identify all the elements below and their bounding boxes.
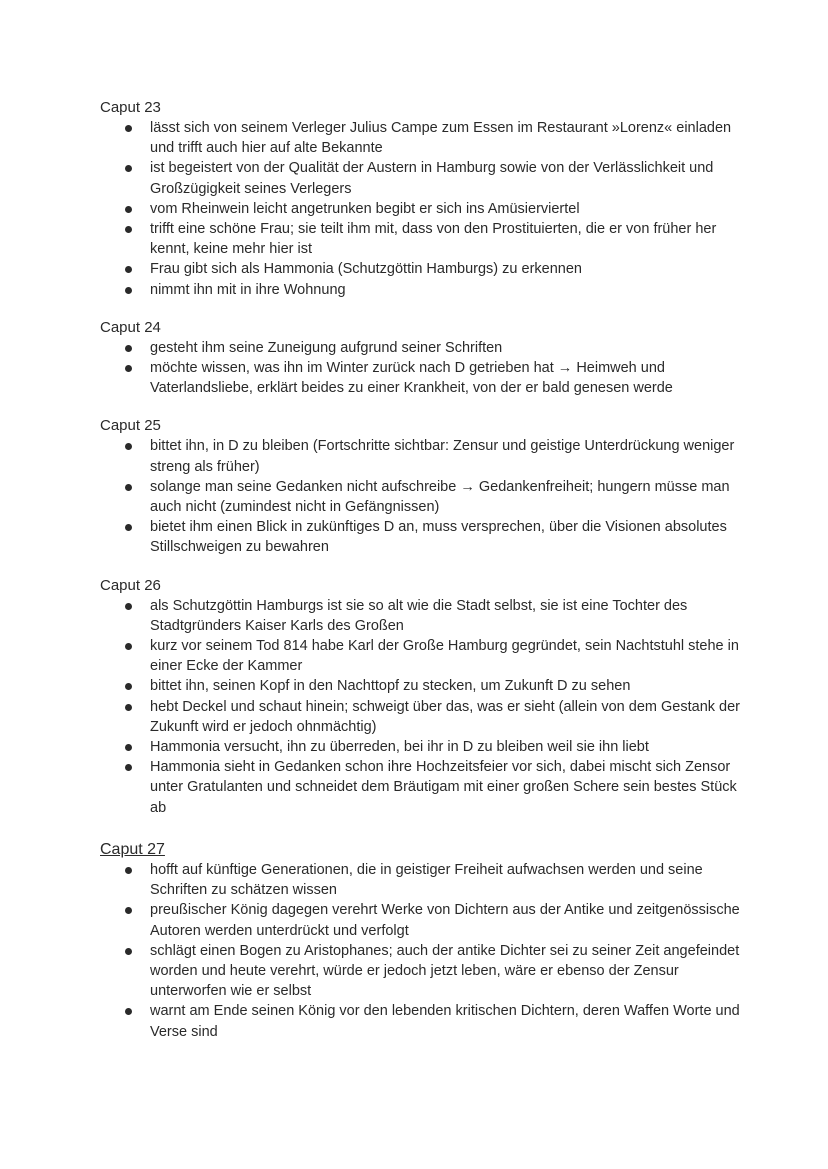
list-item [100, 900, 740, 940]
bullet-icon [125, 287, 132, 294]
bullet-icon [125, 165, 132, 172]
section-caput-25 [100, 416, 740, 557]
list-item-text: bietet ihm einen Blick in zukünftiges D an, muss versprechen, über die Visionen absolutes Stillschweigen zu bewahren [150, 519, 727, 556]
list-item-text: lässt sich von seinem Verleger Julius Campe zum Essen im Restaurant »Lorenz« einladen und trifft auch hier auf alte Bekannte [150, 120, 732, 157]
list-item-text: hebt Deckel und schaut hinein; schweigt über das, was er sieht (allein von dem Gestank der Zukunft wird er jedoch ohnmächtig) [150, 698, 740, 735]
bullet-icon [125, 226, 132, 233]
list-item [100, 757, 740, 818]
list-item-text: solange man seine Gedanken nicht aufschreibe → Gedankenfreiheit; hungern müsse man auch nicht (zumindest nicht in Gefängnissen) [150, 478, 730, 516]
bullet-icon [125, 206, 132, 213]
section-heading: Caput 26 [100, 576, 161, 594]
list-item [100, 477, 740, 517]
list-item-text: möchte wissen, was ihn im Winter zurück nach D getrieben hat → Heimweh und Vaterlandsliebe, erklärt beides zu einer Krankheit, von der er bald genesen werde [150, 360, 673, 397]
list-item-text: warnt am Ende seinen König vor den lebenden kritischen Dichtern, deren Waffen Worte und Verse sind [150, 1003, 740, 1040]
section-heading: Caput 23 [100, 99, 161, 116]
bullet-icon [125, 948, 132, 955]
list-item [100, 118, 740, 158]
bullet-icon [125, 867, 132, 874]
bullet-icon [125, 603, 132, 610]
bullet-list [100, 436, 740, 557]
list-item-text: bittet ihn, in D zu bleiben (Fortschritte sichtbar: Zensur und geistige Unterdrückung weniger streng als früher) [150, 438, 735, 475]
bullet-list [100, 860, 740, 1042]
list-item [100, 158, 740, 198]
section-heading: Caput 27 [100, 840, 165, 858]
list-item [100, 219, 740, 259]
list-item [100, 636, 740, 676]
bullet-icon [125, 643, 132, 650]
bullet-icon [125, 683, 132, 690]
bullet-icon [125, 125, 132, 132]
list-item [100, 517, 740, 557]
bullet-list [100, 338, 740, 399]
list-item-text: Hammonia versucht, ihn zu überreden, bei ihr in D zu bleiben weil sie ihn liebt [150, 739, 649, 756]
document-page [100, 98, 740, 1060]
list-item-text: vom Rheinwein leicht angetrunken begibt er sich ins Amüsierviertel [150, 200, 580, 217]
list-item-text: schlägt einen Bogen zu Aristophanes; auch der antike Dichter sei zu seiner Zeit angefeindet worden und heute verehrt, würde er jedoch jetzt leben, wäre er ebenso der Zensur unterworfen wie er selbst [150, 942, 740, 1000]
list-item [100, 596, 740, 636]
list-item [100, 280, 740, 300]
bullet-icon [125, 443, 132, 450]
bullet-icon [125, 524, 132, 531]
section-heading: Caput 24 [100, 318, 161, 336]
list-item-text: trifft eine schöne Frau; sie teilt ihm mit, dass von den Prostituierten, die er von früher her kennt, keine mehr hier ist [150, 221, 717, 258]
bullet-icon [125, 484, 132, 491]
bullet-icon [125, 365, 132, 372]
list-item-text: nimmt ihn mit in ihre Wohnung [150, 281, 346, 298]
bullet-icon [125, 704, 132, 711]
list-item-text: als Schutzgöttin Hamburgs ist sie so alt wie die Stadt selbst, sie ist eine Tochter des Stadtgründers Kaiser Karls des Großen [150, 597, 688, 634]
list-item [100, 436, 740, 476]
bullet-icon [125, 345, 132, 352]
list-item-text: Frau gibt sich als Hammonia (Schutzgöttin Hamburgs) zu erkennen [150, 261, 582, 278]
list-item [100, 676, 740, 696]
list-item-text: Hammonia sieht in Gedanken schon ihre Hochzeitsfeier vor sich, dabei mischt sich Zensor unter Gratulanten und schneidet dem Bräutigam mit einer großen Schere sein bestes Stück ab [150, 759, 737, 816]
list-item [100, 860, 740, 900]
bullet-list [100, 118, 740, 300]
bullet-icon [125, 744, 132, 751]
section-caput-24 [100, 318, 740, 399]
list-item-text: hofft auf künftige Generationen, die in geistiger Freiheit aufwachsen werden und seine Schriften zu schätzen wissen [150, 861, 703, 899]
list-item-text: bittet ihn, seinen Kopf in den Nachttopf zu stecken, um Zukunft D zu sehen [150, 678, 631, 695]
list-item [100, 199, 740, 219]
list-item-text: kurz vor seinem Tod 814 habe Karl der Große Hamburg gegründet, sein Nachtstuhl stehe in einer Ecke der Kammer [150, 638, 739, 675]
list-item [100, 737, 740, 757]
list-item [100, 259, 740, 279]
section-heading: Caput 25 [100, 417, 161, 435]
bullet-icon [125, 907, 132, 914]
section-caput-27 [100, 840, 740, 1042]
list-item-text: ist begeistert von der Qualität der Austern in Hamburg sowie von der Verlässlichkeit und Großzügigkeit seines Verlegers [150, 160, 714, 197]
bullet-icon [125, 266, 132, 273]
section-caput-23 [100, 98, 740, 300]
bullet-icon [125, 1008, 132, 1015]
list-item [100, 358, 740, 398]
list-item [100, 338, 740, 358]
list-item-text: preußischer König dagegen verehrt Werke von Dichtern aus der Antike und zeitgenössische Autoren werden unterdrückt und verfolgt [150, 902, 740, 939]
list-item [100, 1001, 740, 1041]
list-item [100, 941, 740, 1002]
list-item [100, 697, 740, 737]
list-item-text: gesteht ihm seine Zuneigung aufgrund seiner Schriften [150, 339, 503, 356]
bullet-icon [125, 764, 132, 771]
bullet-list [100, 596, 740, 818]
section-caput-26 [100, 576, 740, 818]
